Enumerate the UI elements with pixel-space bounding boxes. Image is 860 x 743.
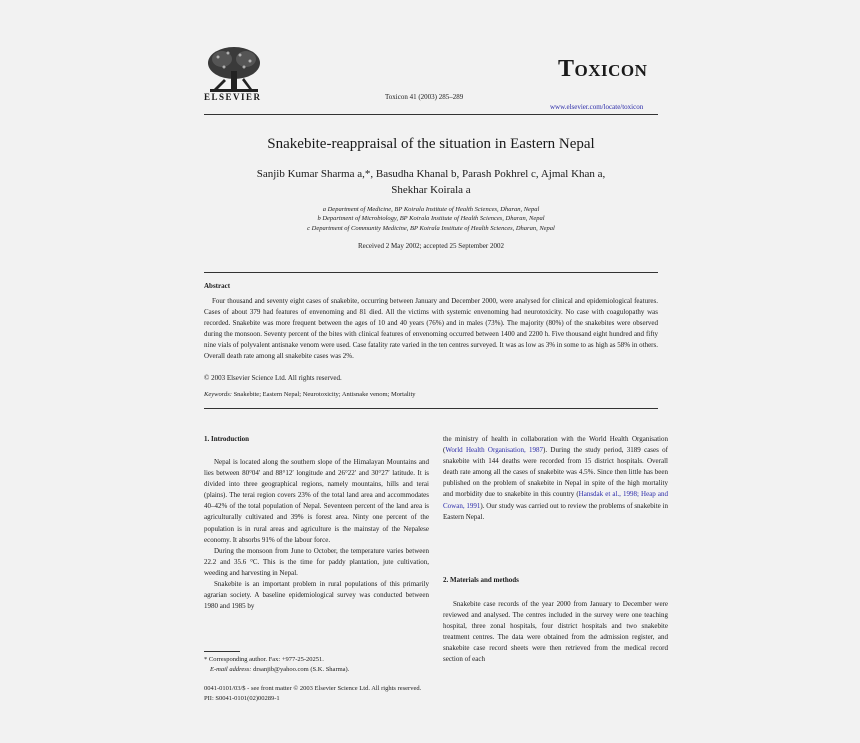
journal-name: Toxicon <box>558 56 648 82</box>
affiliation-b: b Department of Microbiology, BP Koirala Institute of Health Sciences, Dharan, Nepal <box>317 215 545 222</box>
keywords-label: Keywords: <box>204 391 232 398</box>
right-column-methods <box>443 599 668 666</box>
intro-paragraph-1: Nepal is located along the southern slope of the Himalayan Mountains and lies between 80°04′ and 88°12′ longitude and 26°22′ and 30°27′ latitude. It is divided into three geographical regions, namely mountains, hills and terai (plains). The terai region covers 23% of the total land area and accommodates 40–42% of the total population of Nepal. Seventeen percent of the land area is agriculturally cultivated and 39% is forest area. Ninty one percent of the population is in rural areas and agriculture is the mainstay of the Nepalese economy. It absorbs 91% of the labour force. <box>204 458 429 544</box>
keywords <box>204 391 416 398</box>
header-divider <box>204 114 658 115</box>
intro-paragraph-continued <box>443 434 668 523</box>
email-value: drsanjib@yahoo.com (S.K. Sharma). <box>253 666 350 673</box>
section-heading-methods: 2. Materials and methods <box>443 576 519 584</box>
footnote-corresponding-author: * Corresponding author. Fax: +977-25-20251. <box>204 656 324 663</box>
front-matter-line: 0041-0101/03/$ - see front matter © 2003 Elsevier Science Ltd. All rights reserved. <box>204 685 422 692</box>
affiliation-c: c Department of Community Medicine, BP Koirala Institute of Health Sciences, Dharan, Nepal <box>307 225 555 232</box>
publisher-name: ELSEVIER <box>204 92 262 102</box>
citation-link-hansdak[interactable]: Hansdak et al., 1998; Heap and Cowan, 1991 <box>443 490 668 510</box>
footnote-email <box>210 666 349 673</box>
abstract-top-rule <box>204 272 658 273</box>
citation-link-who[interactable]: World Health Organisation, 1987 <box>445 446 544 455</box>
affiliation-a: a Department of Medicine, BP Koirala Institute of Health Sciences, Dharan, Nepal <box>322 206 540 213</box>
left-column-body <box>204 457 429 612</box>
authors-line-2: Shekhar Koirala a <box>391 184 471 196</box>
keywords-list: Snakebite; Eastern Nepal; Neurotoxicity; Antisnake venom; Mortality <box>233 391 416 398</box>
methods-paragraph-1: Snakebite case records of the year 2000 from January to December were reviewed and analysed. The centres included in the survey were one teaching hospital, three zonal hospitals, four district hospitals and two snakebite treatment centres. The data were obtained from the admission register, and snakebite case record sheets were then retrieved from the medical record section of each <box>443 600 668 664</box>
abstract-bottom-rule <box>204 408 658 409</box>
intro-text-b: ). During the study period, 3189 cases of snakebite with 144 deaths were recorded from 15 district hospitals. Overall death rate among all the cases of snakebite was 4.5%. Since then little has been published on the problem of snakebite in Nepal in spite of the high mortality and morbidity due to snakebite in this country ( <box>443 446 668 499</box>
intro-text-c: ). Our study was carried out to review the problems of snakebite in Eastern Nepal. <box>443 501 668 521</box>
journal-url-link[interactable]: www.elsevier.com/locate/toxicon <box>550 103 644 111</box>
abstract-body: Four thousand and seventy eight cases of snakebite, occurring between January and December 2000, were analysed for clinical and epidemiological features. Cases of about 379 had features of envenoming and 81 died. All the victims with systemic envenoming had neurotoxicity. No case with coagulopathy was recorded. Snakebite was more frequent between the ages of 10 and 40 years (76%) and in males (73%). The majority (80%) of the snakebites were observed during the monsoon. Seventy percent of the bites with clinical features of envenoming occurred between 1400 and 2200 h. Five thousand eight hundred and fifty nine vials of polyvalent antisnake venom were used. Case fatality rate varied in the ten centres surveyed. It was as low as 3% in some to as high as 58% in others. Overall death rate among all snakebite cases was 2%. <box>204 297 658 361</box>
abstract-heading: Abstract <box>204 282 231 290</box>
section-heading-introduction: 1. Introduction <box>204 435 249 443</box>
received-dates: Received 2 May 2002; accepted 25 September 2002 <box>358 242 504 250</box>
intro-text-a: the ministry of health in collaboration with the World Health Organisation ( <box>443 435 668 455</box>
paper-title: Snakebite-reappraisal of the situation in Eastern Nepal <box>267 136 595 152</box>
right-column-intro <box>443 434 668 523</box>
intro-paragraph-2: During the monsoon from June to October, the temperature varies between 22.2 and 35.6 °C. This is the time for paddy plantation, jute cultivation, weeding and harvesting in Nepal. <box>204 546 429 577</box>
authors-line-1: Sanjib Kumar Sharma a,*, Basudha Khanal b, Parash Pokhrel c, Ajmal Khan a, <box>256 168 606 180</box>
journal-citation: Toxicon 41 (2003) 285–289 <box>385 93 464 101</box>
pii-line: PII: S0041-0101(02)00289-1 <box>204 695 280 702</box>
email-label: E-mail address: <box>210 666 252 673</box>
intro-paragraph-3: Snakebite is an important problem in rural populations of this primarily agrarian society. A baseline epidemiological survey was conducted between 1980 and 1985 by <box>204 580 429 611</box>
footnote-divider <box>204 651 240 652</box>
author-list <box>204 166 658 198</box>
abstract-copyright: © 2003 Elsevier Science Ltd. All rights reserved. <box>204 374 342 382</box>
